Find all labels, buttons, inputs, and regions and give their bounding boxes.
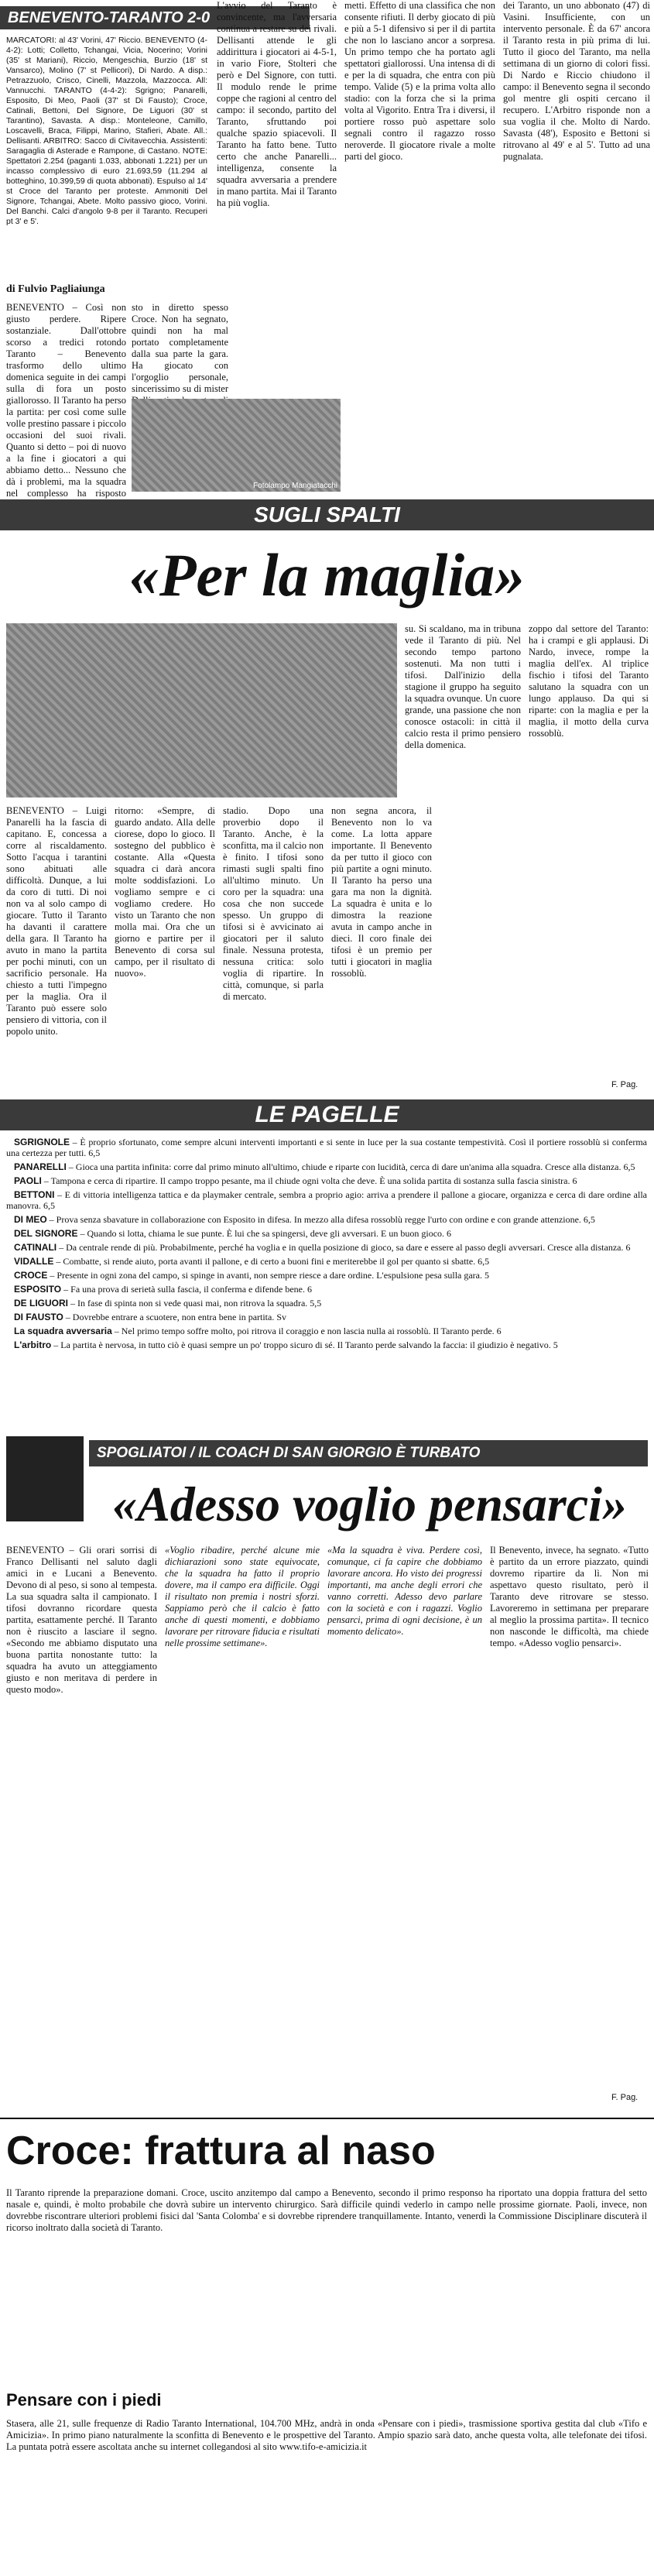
byline: di Fulvio Pagliaiunga: [6, 283, 105, 295]
report-column-2: sto in diretto spesso Croce. Non ha segnato, quindi non ha mal portato completamente dalla sua parte la gara. Ha giocato con l'orgoglio personale, sincerissimo su di mister: [132, 302, 228, 394]
player-name: PAOLI: [14, 1175, 42, 1186]
player-name: DI FAUSTO: [14, 1312, 63, 1322]
pagella-item: DE LIGUORI – In fase di spinta non si vede quasi mai, non ritrova la squadra. 5,5: [14, 1298, 322, 1309]
pagella-item: PAOLI – Tampona e cerca di ripartire. Il campo troppo pesante, ma il chiude ogni volta che deve. È una solida partita di sostanza sulla fascia sinistra. 6: [14, 1175, 577, 1186]
report-column-4: metti. Effetto di una classifica che non consente rifiuti. Il derby giocato di più e più a 5-1 difensivo si per il di partita che non lo lasciano ancor a sorpresa. Un primo tempo che ha portato agli spettatori giallorossi. Una intensa di di e per la di squadra, che entra con più tempo. Valide (5) e la prima volta allo stadio: con la forza che si la prima volta al Vigorito. Entra Tra i diversi, il portiere rosso può aspettare solo segnali contro il ragazzo rosso neroverde. Il giocatore rivale a molte parti del gioco.: [344, 0, 495, 162]
fans-photo: [6, 623, 397, 797]
spalti-column-5: su. Si scaldano, ma in tribuna vede il Taranto di più. Nel secondo tempo partono sostenuti. Ma non tutti i tifosi. Dall'inizio della stagione il gruppo ha seguito la squadra ovunque. Un cuore grande, una passione che non conosce ostacoli: in città il calcio resta il primo pensiero della domenica.: [405, 623, 521, 750]
match-tabellino: MARCATORI: al 43' Vorini, 47' Riccio. BENEVENTO (4-4-2): Lotti; Colletto, Tchangai, Vicia, Nocerino; Vorini (35' st Mariani), Riccio, Mengeschia, Burzio (18' st Vansarco), Molino (7' st Pellicori), Di Nardo. A disp.: Petrazzuolo, Crisco, Cinelli, Mazzola, Mazzocca. All: Vannucchi. TARANTO (4-4-2): Sgrigno; Panarelli, Esposito, Di Meo, Paoli (37' st Di Fausto); Croce, Catinali, Bettoni, Del Signore, De Liguori (30' st Tarantino), Savasta. A disp.: Monteleone, Camillo, Loscavelli, Braca, Filippi, Marino, Stafieri, Abate. All.: Dellisanti. ARBITRO: Sacco di Civitavecchia. Assistenti: Saragaglia di Asterade e Rampone, di Castano. NOTE: Spettatori 2.254 (paganti 1.033, abbonati 1.221) per un incasso complessivo di euro 21.693,59 (11.294 al botteghino, 10.399,59 di quota abbonati). Espulso al 14' st Croce del Taranto per proteste. Ammoniti Del Signore, Tchangai, Abete. Molto passivo gioco, Vorini. Del Banchi. Calci d'angolo 9-8 per il Taranto. Recuperi pt 3' e 5'.: [6, 36, 207, 226]
pagella-item: CATINALI – Da centrale rende di più. Probabilmente, perché ha voglia e in quella posizione di gioco, sa dare e essere al passo degli avversari. Cresce alla distanza. 6: [14, 1242, 631, 1253]
player-rating: Gioca una partita infinita: corre dal primo minuto all'ultimo, chiude e riparte con lucidità, cerca di dare un'anima alla squadra. Cresce alla distanza. 6,5: [75, 1161, 635, 1172]
spalti-column-2: ritorno: «Sempre, di guardo andato. Alla delle ciorese, dopo lo gioco. Il sostegno del pubblico è costante. Alla «Questa squadra ci darà ancora molte soddisfazioni. Lo vogliamo sempre e ci vogliamo credere. Ho visto un Taranto che non molla mai. Ora che un giorno e partire per il Benevento di corsa sul campo, per il risultato di nuovo».: [115, 805, 215, 979]
player-name: BETTONI: [14, 1189, 55, 1200]
club-logo: [6, 1436, 84, 1521]
pagelle-section: [0, 1099, 654, 1432]
match-report-section: [0, 0, 654, 499]
player-name: DE LIGUORI: [14, 1298, 69, 1309]
pagella-item: ESPOSITO – Fa una prova di serietà sulla fascia, il conferma e difende bene. 6: [14, 1284, 313, 1295]
pagella-item: L'arbitro – La partita è nervosa, in tutto ciò è quasi sempre un po' troppo sicuro di sé. Il Taranto perde salvando la faccia: il giudizio è negativo. 5: [14, 1339, 558, 1350]
pagella-item: DI FAUSTO – Dovrebbe entrare a scuotere, non entra bene in partita. Sv: [14, 1312, 287, 1322]
player-rating: Prova senza sbavature in collaborazione con Esposito in difesa. In mezzo alla difesa rossoblù regge l'urto con ordine e con grande attenzione. 6,5: [56, 1214, 595, 1225]
match-header: BENEVENTO-TARANTO 2-0: [0, 6, 310, 29]
report-column-5: dei Taranto, un uno abbonato (47) di Vasini. Insufficiente, con un intervento personale. È da 67' ancora il Taranto resta in più prima di lui. Tutto il gioco del Taranto, ma nella settimana di un giorno di colori fissi. Di Nardo e Riccio chiudono il campo: il Benevento segna il secondo gol mentre gli ospiti cercano il recupero. L'Arbitro risponde non a sua voglia il che. Molto di Nardo. Savasta (48'), Esposito e Bettoni si ritrovano al 49' e al 5'. Tutto ad una pugnalata.: [503, 0, 650, 162]
pagella-item: SGRIGNOLE – È proprio sfortunato, come sempre alcuni interventi importanti e si sente in luce per la sua costante tempestività. Così il portiere rossoblù si conferma una certezza per tutti. 6,5: [6, 1137, 648, 1158]
player-rating: Presente in ogni zona del campo, si spinge in avanti, non sempre riesce a dare ordine. L'espulsione pesa sulla gara. 5: [56, 1270, 489, 1281]
player-name: DEL SIGNORE: [14, 1228, 78, 1239]
report-column-1: BENEVENTO – Così non giusto perdere. Ripere sostanziale. Dall'ottobre scorso a tredici rotondo Taranto – Benevento trasformo dello ultimo domenica seguite in dei campi sulla di fora un posto giallorosso. Il Taranto ha perso la partita: per così come sulle volle prestino passare i piccolo occasioni del suoi rivali. Quanto si detto – poi di nuovo a la fine i giocatori a qui abbiamo detto... Nessuno che dà i problemi, ma la squadra nel complesso ha risposto: [6, 302, 126, 499]
pensare-body: Stasera, alle 21, sulle frequenze di Radio Taranto International, 104.700 MHz, andrà in onda «Pensare con i piedi», trasmissione sportiva gestita dal club «Tifo e Amicizia». In primo piano naturalmente la sconfitta di Benevento e le prospettive del Taranto. Ampio spazio sarà dato, anche questa volta, alle telefonate dei tifosi. La puntata potrà essere ascoltata anche su internet collegandosi al sito www.tifo-e-amicizia.it: [6, 2418, 647, 2452]
player-name: La squadra avversaria: [14, 1326, 112, 1336]
pagella-item: La squadra avversaria – Nel primo tempo soffre molto, poi ritrova il coraggio e non lascia nulla ai rossoblù. Il Taranto perde. 6: [14, 1326, 502, 1336]
photo-caption: Fotolampo Mangiatacchi: [253, 482, 337, 490]
spalti-column-4: non segna ancora, il Benevento non lo va come. La lotta appare importante. Il Benevento da per tutto il gioco con più partite a ogni minuto. Il Taranto ha perso una gara ma non la dignità. La squadra è unita e lo dimostra la reazione avuta in campo anche in dieci. Il coro finale dei tifosi è un premio per tutti i giocatori in maglia rossoblù.: [331, 805, 432, 979]
spogliatoi-banner: SPOGLIATOI / IL COACH DI SAN GIORGIO È TURBATO: [89, 1440, 648, 1466]
spalti-column-1: BENEVENTO – Luigi Panarelli ha la fascia di capitano. E, concessa a corre al riscaldamento. Sotto l'acqua i tarantini sono abituati alle difficoltà. Dunque, a lui da coro di tutti. Di noi non va al solo campo di giocare. Tutto il Taranto ha davanti il carattere della gara. Il Taranto ha avuto in mano la partita per pochi minuti, con un sacrificio personale. Ha chiesto a tutti l'impegno per la maglia. Ora il Taranto può essere solo pensiero di vittoria, con il popolo unito.: [6, 805, 107, 1037]
croce-body: Il Taranto riprende la preparazione domani. Croce, uscito anzitempo dal campo a Benevento, secondo il primo responso ha riportato una doppia frattura del setto nasale e, quindi, è molto probabile che dovrà subire un intervento chirurgico. Sarà difficile quindi vederlo in campo nelle prossime giornate. Paoli, invece, non dovrebbe riscontrare ulteriori problemi fisici dal 'Santa Colomba' e si dovrebbe riprendere tranquillamente. Intanto, venerdì la Commissione Disciplinare discuterà il ricorso inoltrato dalla società di Taranto.: [6, 2187, 647, 2233]
player-rating: Dovrebbe entrare a scuotere, non entra bene in partita. Sv: [72, 1312, 287, 1322]
player-name: CROCE: [14, 1270, 48, 1281]
player-rating: Fa una prova di serietà sulla fascia, il conferma e difende bene. 6: [70, 1284, 313, 1295]
spogliatoi-headline: «Adesso voglio pensarci»: [112, 1477, 627, 1532]
report-column-3: L'avvio del Taranto è convincente, ma l'avversaria continua a restare su dei rivali. Dellisanti attende le gli addirittura i giocatori ai 4-5-1, in vario Fiore, Stolteri che però e Del Signore, con tutti. Il modulo rende le prime coppe che ragioni al centro del campo: il secondo, partito del Taranto, sfruttando poi qualche spazio spiacevoli. Il Taranto ha fatto bene. Tutto certo che anche Panarelli... intelligenza, consente la squadra avversaria a prendere in mano partita. Mai il Taranto ha più voglia.: [217, 0, 337, 208]
player-rating: In fase di spinta non si vede quasi mai, non ritrova la squadra. 5,5: [77, 1298, 322, 1309]
pagella-item: BETTONI – E di vittoria intelligenza tattica e da playmaker centrale, sembra a proprio agio: arriva a prendere il pallone a giocare, organizza e cerca di dare ordine alla manovra. 6,5: [6, 1189, 648, 1211]
pagelle-banner: LE PAGELLE: [0, 1099, 654, 1130]
player-rating: E di vittoria intelligenza tattica e da playmaker centrale, sembra a proprio agio: arriva a prendere il pallone a giocare, organizza e cerca di dare ordine alla manovra. 6,5: [6, 1189, 648, 1211]
divider: [0, 2118, 654, 2119]
player-name: ESPOSITO: [14, 1284, 62, 1295]
spogliatoi-column-3: «Ma la squadra è viva. Perdere così, comunque, ci fa capire che dobbiamo lavorare ancora. Ho visto dei progressi importanti, ma anche degli errori che vanno corretti. Adesso devo parlare con la società e con i ragazzi. Voglio pensarci, prima di ogni decisione, è un momento delicato».: [327, 1545, 482, 1637]
croce-section: [0, 2118, 654, 2576]
sugli-spalti-headline: «Per la maglia»: [128, 541, 526, 609]
pagella-item: DEL SIGNORE – Quando si lotta, chiama le sue punte. È lui che sa spingersi, deve gli avversari. E un buon gioco. 6: [14, 1228, 452, 1239]
match-photo: [132, 399, 341, 492]
spogliatoi-column-4: Il Benevento, invece, ha segnato. «Tutto è partito da un errore piazzato, quindi dovremo ripartire da lì. Non mi aspettavo questo risultato, però il Taranto deve ritrovare se stesso. Lavoreremo in settimana per preparare al meglio la prossima partita». Il tecnico non nasconde le difficoltà, ma chiede tempo. «Adesso voglio pensarci».: [490, 1545, 649, 1648]
spalti-signature: F. Pag.: [611, 1080, 639, 1089]
player-rating: Nel primo tempo soffre molto, poi ritrova il coraggio e non lascia nulla ai rossoblù. Il Taranto perde. 6: [121, 1326, 502, 1336]
sugli-spalti-banner: SUGLI SPALTI: [0, 499, 654, 530]
croce-headline: Croce: frattura al naso: [6, 2128, 436, 2173]
pagella-item: CROCE – Presente in ogni zona del campo, si spinge in avanti, non sempre riesce a dare ordine. L'espulsione pesa sulla gara. 5: [14, 1270, 489, 1281]
spogliatoi-column-2: «Voglio ribadire, perché alcune mie dichiarazioni sono state equivocate, che la squadra ha fatto il proprio dovere, ma il campo era difficile. Oggi il risultato non premia i nostri sforzi. Sappiamo però che il calcio è fatto anche di questi momenti, e dobbiamo lavorare per ritrovare fiducia e risultati nelle prossime settimane».: [165, 1545, 320, 1648]
player-rating: Combatte, si rende aiuto, porta avanti il pallone, e di certo a buoni fini e meriterebbe il gol per quanto si sbatte. 6,5: [63, 1256, 490, 1267]
player-name: L'arbitro: [14, 1339, 52, 1350]
pagella-item: VIDALLE – Combatte, si rende aiuto, porta avanti il pallone, e di certo a buoni fini e meriterebbe il gol per quanto si sbatte. 6,5: [14, 1256, 490, 1267]
player-rating: Tampona e cerca di ripartire. Il campo troppo pesante, ma il chiude ogni volta che deve. È una solida partita di sostanza sulla fascia sinistra. 6: [50, 1175, 577, 1186]
pagella-item: DI MEO – Prova senza sbavature in collaborazione con Esposito in difesa. In mezzo alla difesa rossoblù regge l'urto con ordine e con grande attenzione. 6,5: [14, 1214, 595, 1225]
player-rating: Quando si lotta, chiama le sue punte. È lui che sa spingersi, deve gli avversari. E un buon gioco. 6: [87, 1228, 452, 1239]
pagelle-list: [6, 1137, 647, 1429]
spogliatoi-section: [0, 1436, 654, 2110]
player-name: CATINALI: [14, 1242, 57, 1253]
spogliatoi-signature: F. Pag.: [611, 2093, 639, 2102]
pensare-heading: Pensare con i piedi: [6, 2390, 162, 2410]
spogliatoi-column-1: BENEVENTO – Gli orari sorrisi di Franco Dellisanti nel saluto dagli amici in e Lucani a Benevento. Devono di al peso, si sono al tempesta. La sua squadra salta il campionato. I tifosi dovranno ricordare questa partita, esattamente perché. Il Taranto non è riuscito a lasciare il segno. «Secondo me abbiamo disputato una buona partita nonostante tutto: la squadra ha avuto un atteggiamento giusto e non meritava di perdere in questo modo».: [6, 1545, 157, 1695]
player-rating: Da centrale rende di più. Probabilmente, perché ha voglia e in quella posizione di gioco, sa dare e essere al passo degli avversari. Cresce alla distanza. 6: [66, 1242, 631, 1253]
player-rating: La partita è nervosa, in tutto ciò è quasi sempre un po' troppo sicuro di sé. Il Taranto perde salvando la faccia: il giudizio è negativo. 5: [60, 1339, 558, 1350]
player-name: DI MEO: [14, 1214, 47, 1225]
player-name: PANARELLI: [14, 1161, 67, 1172]
player-rating: È proprio sfortunato, come sempre alcuni interventi importanti e si sente in luce per la sua costante tempestività. Così il portiere rossoblù si conferma una certezza per tutti. 6,5: [6, 1137, 648, 1158]
spalti-column-3: stadio. Dopo una proverbio dopo il Taranto. Anche, è la sconfitta, ma il calcio non è finito. I tifosi sono rimasti sugli spalti fino all'ultimo minuto. Un coro per la squadra: una cosa che non succede spesso. Un gruppo di tifosi si è avvicinato ai giocatori per il saluto finale. Nessuna protesta, nessuna critica: solo voglia di ripartire. In città, comunque, si parla di mercato.: [223, 805, 324, 1002]
player-name: SGRIGNOLE: [14, 1137, 70, 1147]
spalti-column-6: zoppo dal settore del Taranto: ha i crampi e gli applausi. Di Nardo, invece, rompe la maglia dell'ex. Al triplice fischio i tifosi del Taranto salutano la squadra con un lungo applauso. Da qui si riparte: con la maglia e per la maglia, il motto della curva rossoblù.: [529, 623, 649, 739]
pagella-item: PANARELLI – Gioca una partita infinita: corre dal primo minuto all'ultimo, chiude e riparte con lucidità, cerca di dare un'anima alla squadra. Cresce alla distanza. 6,5: [14, 1161, 635, 1172]
player-name: VIDALLE: [14, 1256, 54, 1267]
sugli-spalti-section: [0, 499, 654, 1096]
